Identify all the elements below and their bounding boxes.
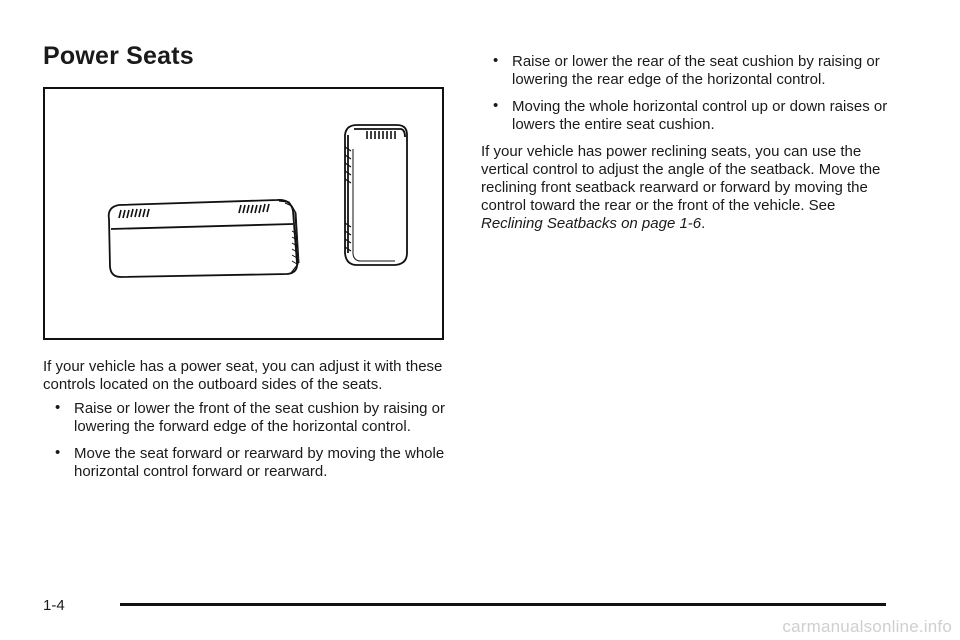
bullet-item: • Move the seat forward or rearward by moving the whole horizontal control forward or rearward. <box>43 445 453 481</box>
reclining-paragraph-text: If your vehicle has power reclining seats, you can use the vertical control to adjust the angle of the seatback. Move the reclining front seatback rearward or forward by moving the control toward the rear or the front of the vehicle. See <box>481 143 881 214</box>
intro-paragraph: If your vehicle has a power seat, you can adjust it with these controls located on the outboard sides of the seats. <box>43 358 443 393</box>
paragraph-end: . <box>701 215 706 232</box>
left-column <box>43 358 453 490</box>
horizontal-seat-control <box>109 200 299 277</box>
seat-controls-drawing <box>45 89 442 338</box>
vertical-seatback-control <box>345 125 407 265</box>
bullet-item: • Raise or lower the rear of the seat cushion by raising or lowering the rear edge of the horizontal control. <box>481 53 901 89</box>
cross-reference-link[interactable]: Reclining Seatbacks on page 1-6 <box>481 215 702 232</box>
page-number: 1-4 <box>43 597 65 614</box>
left-bullet-list <box>43 400 453 481</box>
footer-rule <box>120 603 886 606</box>
reclining-paragraph <box>481 143 901 233</box>
right-bullet-list <box>481 53 901 134</box>
power-seat-controls-illustration <box>43 87 444 340</box>
page-title: Power Seats <box>43 42 194 70</box>
right-column <box>481 53 901 239</box>
bullet-item: • Moving the whole horizontal control up or down raises or lowers the entire seat cushion. <box>481 98 901 134</box>
watermark: carmanualsonline.info <box>782 617 952 636</box>
bullet-item: • Raise or lower the front of the seat cushion by raising or lowering the forward edge of the horizontal control. <box>43 400 453 436</box>
